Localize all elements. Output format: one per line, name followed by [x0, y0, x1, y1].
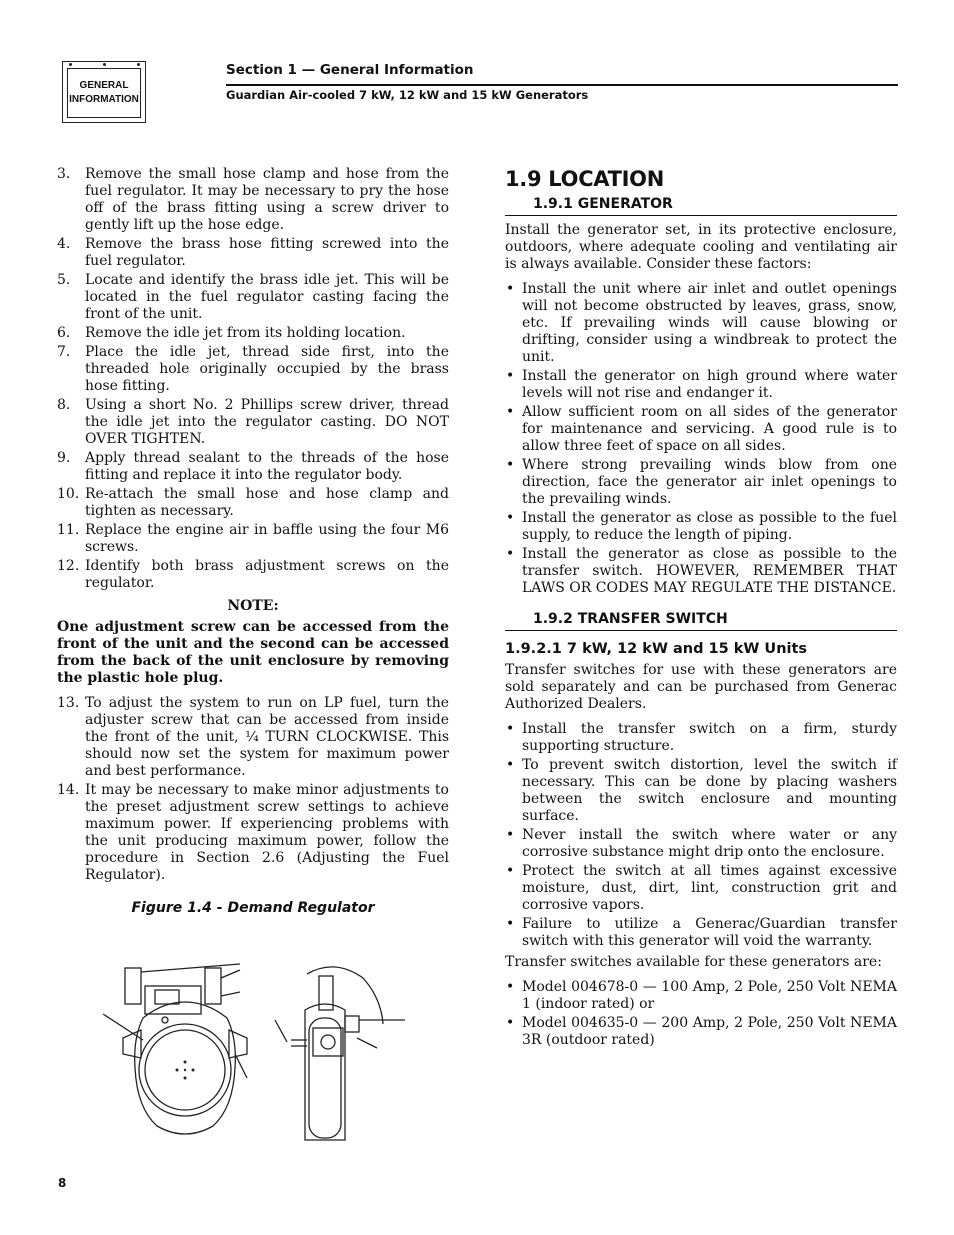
list-item: 3. Remove the small hose clamp and hose from the fuel regulator. It may be necessary to pry the hose off of the brass fitting using a screw driver to gently lift up the hose edge. [57, 166, 449, 233]
pin-icon [103, 63, 106, 66]
list-item: • Never install the switch where water or any corrosive substance might drip onto the enclosure. [505, 827, 897, 861]
subheading-generator: 1.9.1 GENERATOR [505, 196, 897, 216]
badge-label [67, 68, 141, 118]
list-item: • Install the unit where air inlet and outlet openings will not become obstructed by leaves, grass, snow, etc. If prevailing winds will cause blowing or drifting, consider using a windbreak to protect the unit. [505, 281, 897, 366]
procedure-steps-a [57, 166, 449, 592]
list-item: 8. Using a short No. 2 Phillips screw driver, thread the idle jet into the regulator casting. DO NOT OVER TIGHTEN. [57, 397, 449, 447]
list-item: • Where strong prevailing winds blow from one direction, face the generator air inlet openings to the prevailing winds. [505, 457, 897, 508]
list-item: • Install the transfer switch on a firm, sturdy supporting structure. [505, 721, 897, 755]
section-heading-location: 1.9 LOCATION [505, 167, 664, 191]
section-badge [62, 61, 146, 123]
list-item: • Install the generator on high ground where water levels will not rise and endanger it. [505, 368, 897, 402]
pin-icon [69, 63, 72, 66]
list-item: 4. Remove the brass hose fitting screwed into the fuel regulator. [57, 236, 449, 269]
pin-icon [137, 63, 140, 66]
list-item: • Install the generator as close as possible to the fuel supply, to reduce the length of piping. [505, 510, 897, 544]
demand-regulator-illustration [95, 958, 425, 1148]
list-item: 10. Re-attach the small hose and hose clamp and tighten as necessary. [57, 486, 449, 519]
page-number: 8 [58, 1176, 67, 1190]
list-item: 13. To adjust the system to run on LP fuel, turn the adjuster screw that can be accessed from inside the front of the unit, ¼ TURN CLOCKWISE. This should now set the system for maximum power and best performance. [57, 695, 449, 779]
list-item: 7. Place the idle jet, thread side first, into the threaded hole originally occupied by the brass hose fitting. [57, 344, 449, 394]
transfer-switch-list [505, 721, 897, 950]
badge-line-1: GENERAL [79, 80, 129, 91]
list-item: • Model 004678-0 — 100 Amp, 2 Pole, 250 Volt NEMA 1 (indoor rated) or [505, 979, 897, 1013]
model-list [505, 979, 897, 1049]
transfer-switch-available: Transfer switches available for these generators are: [505, 954, 882, 970]
list-item: • Model 004635-0 — 200 Amp, 2 Pole, 250 Volt NEMA 3R (outdoor rated) [505, 1015, 897, 1049]
generator-factors-list [505, 281, 897, 597]
figure-caption: Figure 1.4 - Demand Regulator [131, 900, 375, 916]
procedure-steps-b [57, 695, 449, 884]
header-rule [226, 84, 898, 86]
list-item: 12. Identify both brass adjustment screws on the regulator. [57, 558, 449, 591]
list-item: • Protect the switch at all times against excessive moisture, dust, dirt, lint, construction grit and corrosive vapors. [505, 863, 897, 914]
generator-intro: Install the generator set, in its protective enclosure, outdoors, where adequate cooling and ventilating air is always available. Consider these factors: [505, 222, 897, 272]
subheading-transfer-switch: 1.9.2 TRANSFER SWITCH [505, 611, 897, 631]
list-item: • To prevent switch distortion, level the switch if necessary. This can be done by placing washers between the switch enclosure and mounting surface. [505, 757, 897, 825]
left-column [57, 166, 449, 917]
note-text: One adjustment screw can be accessed from the front of the unit and the second can be accessed from the back of the unit enclosure by removing the plastic hole plug. [57, 619, 449, 686]
list-item: 6. Remove the idle jet from its holding location. [57, 325, 406, 341]
subheading-units: 1.9.2.1 7 kW, 12 kW and 15 kW Units [505, 641, 808, 657]
right-column [505, 166, 897, 1053]
document-subtitle: Guardian Air-cooled 7 kW, 12 kW and 15 kW Generators [226, 88, 589, 102]
list-item: 14. It may be necessary to make minor adjustments to the preset adjustment screw settings to achieve maximum power. If experiencing problems with the unit producing maximum power, follow the procedure in Section 2.6 (Adjusting the Fuel Regulator). [57, 782, 449, 883]
list-item: • Allow sufficient room on all sides of the generator for maintenance and servicing. A good rule is to allow three feet of space on all sides. [505, 404, 897, 455]
transfer-switch-intro: Transfer switches for use with these generators are sold separately and can be purchased from Generac Authorized Dealers. [505, 662, 897, 712]
list-item: • Failure to utilize a Generac/Guardian transfer switch with this generator will void the warranty. [505, 916, 897, 950]
badge-line-2: INFORMATION [69, 94, 139, 105]
list-item: 5. Locate and identify the brass idle jet. This will be located in the fuel regulator casting facing the front of the unit. [57, 272, 449, 322]
note-label: NOTE: [227, 598, 279, 614]
list-item: 9. Apply thread sealant to the threads of the hose fitting and replace it into the regulator body. [57, 450, 449, 483]
section-title: Section 1 — General Information [226, 62, 474, 78]
list-item: • Install the generator as close as possible to the transfer switch. HOWEVER, REMEMBER THAT LAWS OR CODES MAY REGULATE THE DISTANCE. [505, 546, 897, 597]
list-item: 11. Replace the engine air in baffle using the four M6 screws. [57, 522, 449, 555]
